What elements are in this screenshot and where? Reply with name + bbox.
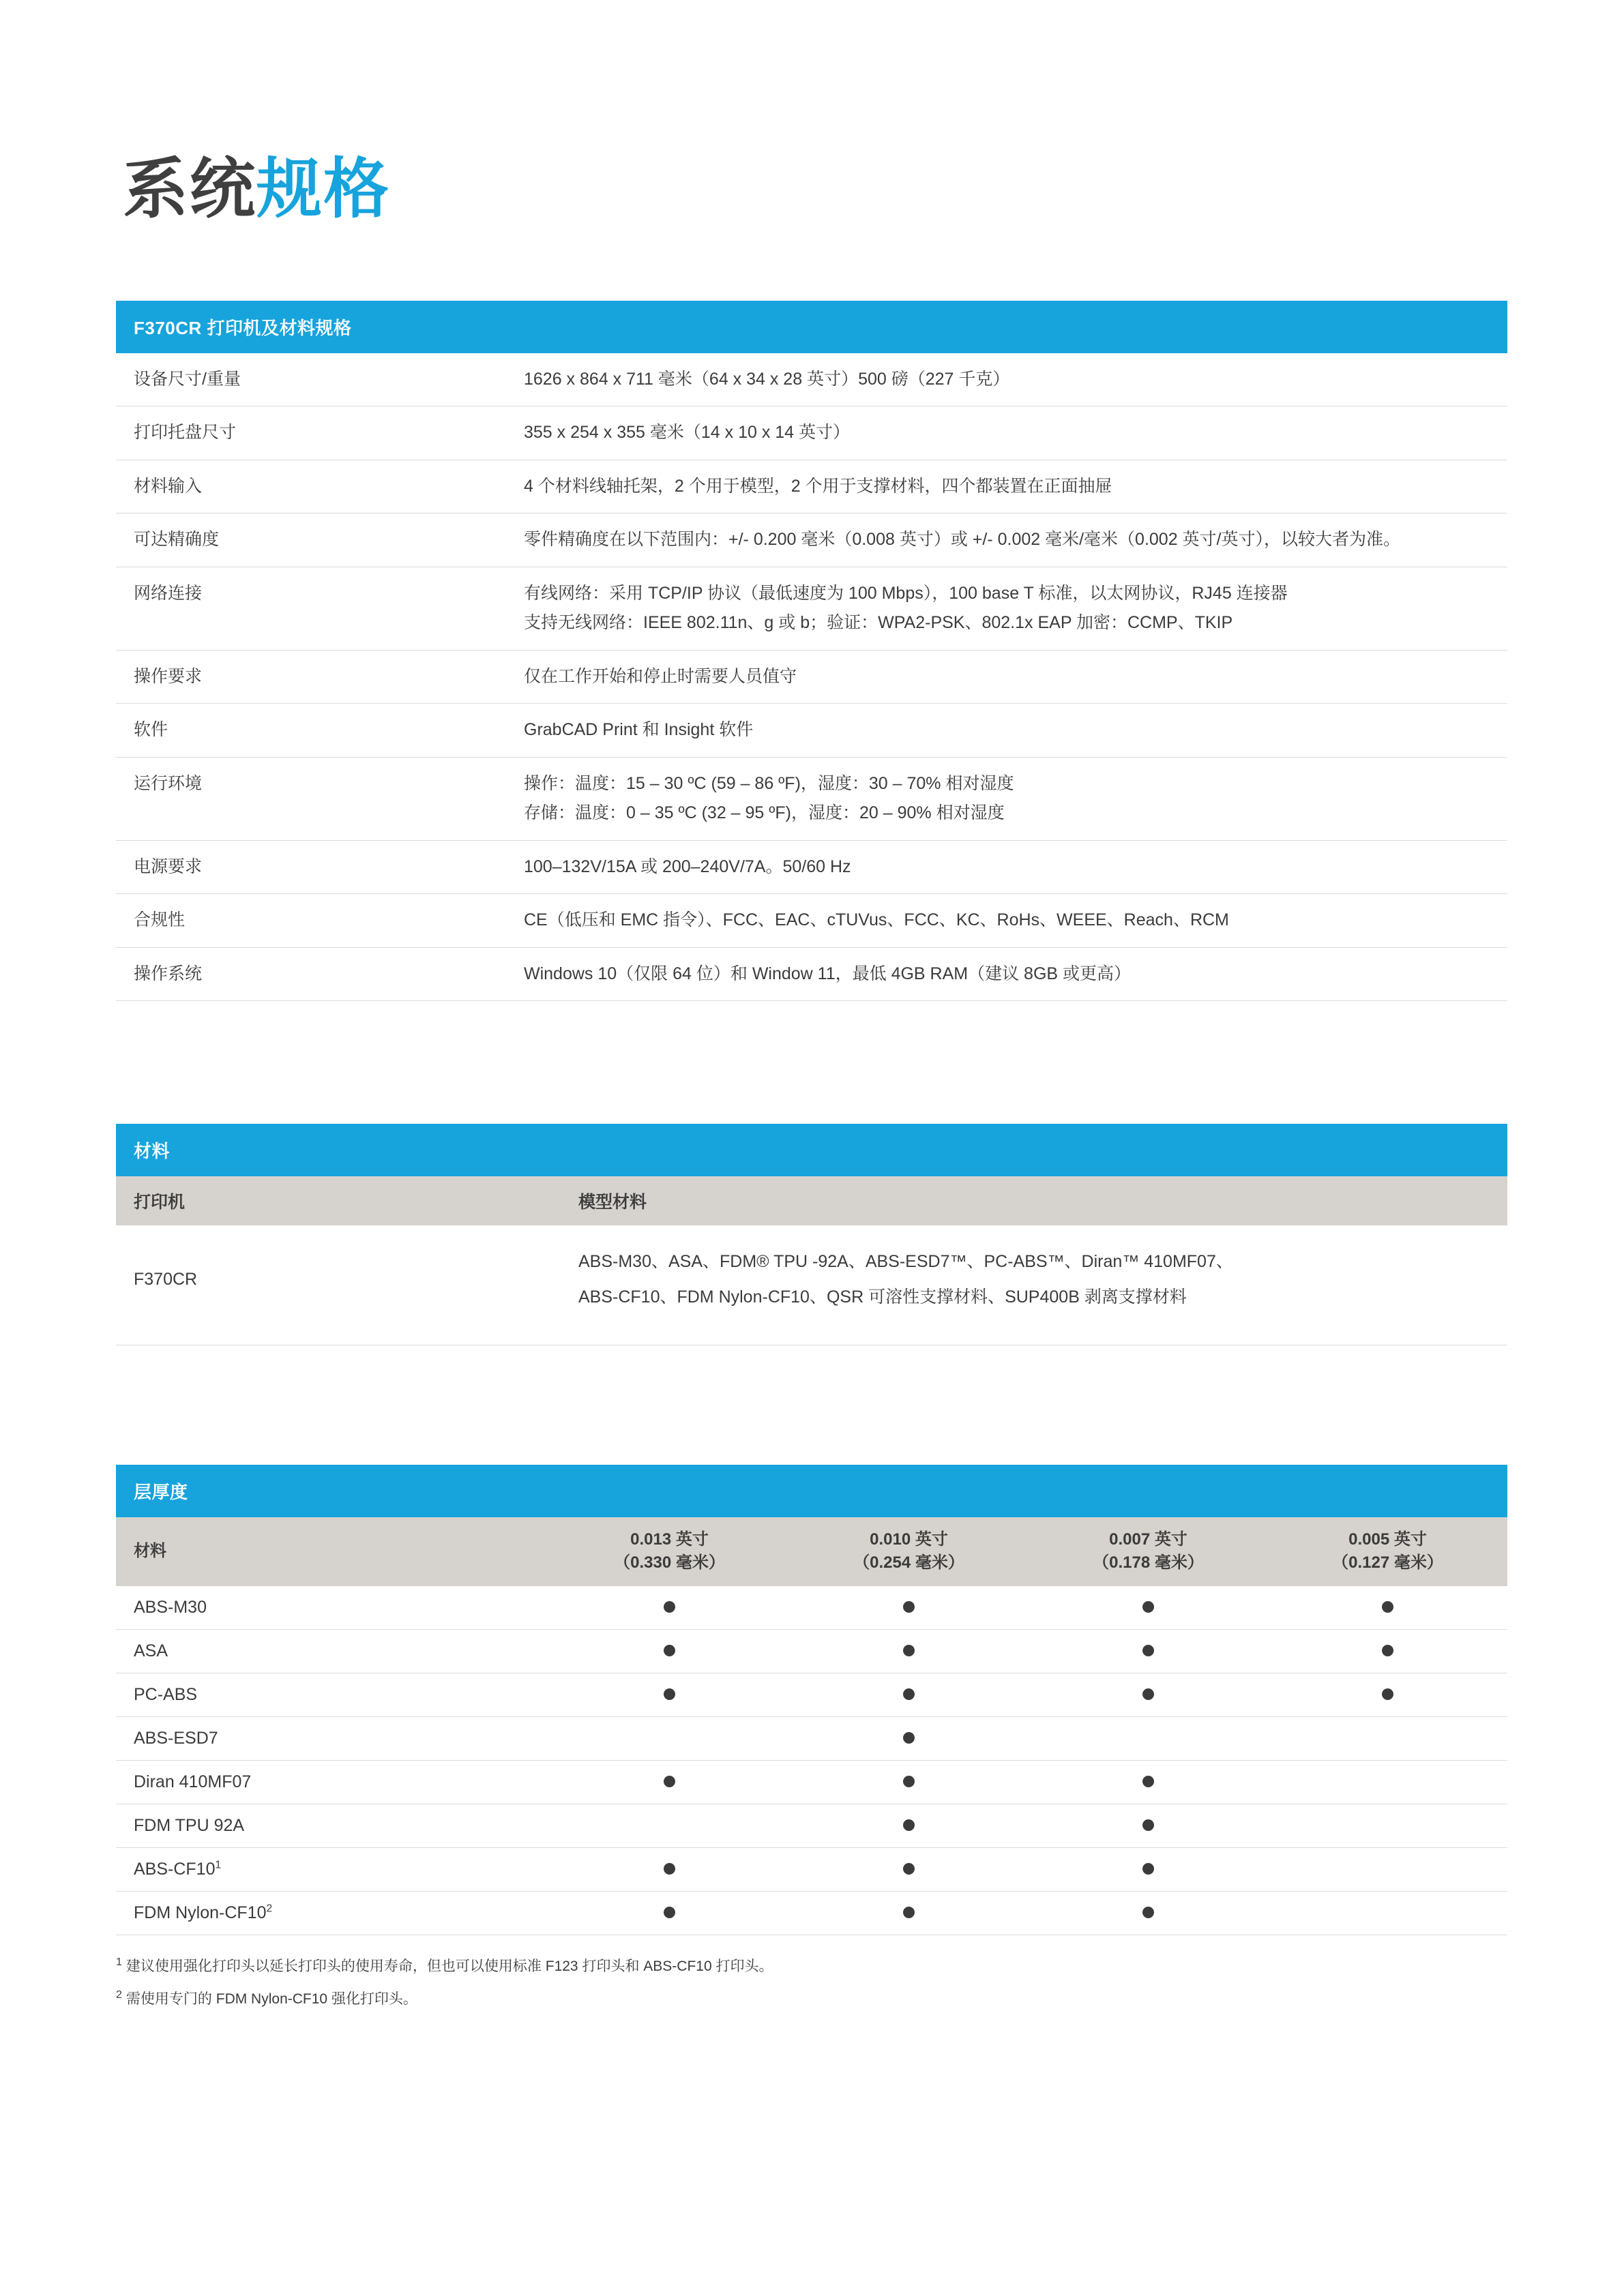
layer-col-inch: 0.007 英寸 [1109, 1530, 1187, 1549]
layer-availability-cell [550, 1892, 789, 1935]
table-row [116, 704, 1507, 758]
layer-availability-cell [789, 1630, 1029, 1673]
bullet-dot-icon [903, 1776, 915, 1787]
spec-value-line: 存储：温度：0 – 35 ºC (32 – 95 ºF)，湿度：20 – 90% 相对湿度 [524, 803, 1005, 823]
layer-availability-cell [1268, 1586, 1507, 1630]
bullet-dot-icon [1142, 1907, 1154, 1918]
layer-material-label: FDM TPU 92A [134, 1816, 245, 1836]
page-title-primary: 系统 [123, 153, 256, 226]
table-row [116, 947, 1507, 1001]
table-row [116, 1848, 1507, 1892]
layer-availability-cell [1268, 1892, 1507, 1935]
materials-col-model-material: 模型材料 [561, 1176, 1507, 1225]
spec-label: 打印托盘尺寸 [116, 406, 506, 460]
layer-material-label: Diran 410MF07 [134, 1772, 252, 1792]
layer-availability-cell [789, 1586, 1029, 1630]
table-row [116, 757, 1507, 840]
layer-col-mm: （0.178 毫米） [1093, 1553, 1204, 1572]
spec-value [506, 894, 1507, 948]
layer-material-footnote-marker: 2 [266, 1903, 273, 1915]
bullet-dot-icon [903, 1863, 915, 1875]
layer-material-name [116, 1848, 550, 1892]
layer-thickness-table [116, 1517, 1507, 1936]
layer-thickness-header: 层厚度 [116, 1465, 1507, 1517]
spec-label: 材料输入 [116, 460, 506, 513]
layer-availability-cell [1268, 1804, 1507, 1848]
layer-col-header [789, 1517, 1029, 1587]
materials-subheader-row [116, 1176, 1507, 1225]
table-row [116, 460, 1507, 513]
page-title [123, 0, 1508, 226]
bullet-dot-icon [664, 1907, 675, 1918]
layer-material-label: ABS-CF10 [134, 1860, 216, 1879]
materials-model-material-list [561, 1225, 1507, 1345]
footnote-text: 建议使用强化打印头以延长打印头的使用寿命，但也可以使用标准 F123 打印头和 ABS-CF10 打印头。 [126, 1958, 773, 1975]
layer-availability-cell [1268, 1717, 1507, 1761]
spec-value-line: 支持无线网络：IEEE 802.11n、g 或 b；验证：WPA2-PSK、802.1x EAP 加密：CCMP、TKIP [524, 613, 1233, 633]
spec-value-line: 操作：温度：15 – 30 ºC (59 – 86 ºF)，湿度：30 – 70% 相对湿度 [524, 773, 1014, 793]
layer-availability-cell [1268, 1761, 1507, 1804]
bullet-dot-icon [1142, 1645, 1154, 1656]
layer-thickness-block [116, 1465, 1507, 1936]
layer-material-label: FDM Nylon-CF10 [134, 1903, 267, 1923]
layer-material-label: ABS-M30 [134, 1598, 207, 1617]
materials-table [116, 1176, 1507, 1345]
spec-label: 网络连接 [116, 567, 506, 650]
layer-availability-cell [789, 1892, 1029, 1935]
printer-spec-header: F370CR 打印机及材料规格 [116, 301, 1507, 353]
bullet-dot-icon [1142, 1776, 1154, 1787]
bullet-dot-icon [1382, 1601, 1393, 1613]
layer-col-inch: 0.010 英寸 [870, 1530, 948, 1549]
spec-value [506, 947, 1507, 1001]
layer-availability-cell [789, 1673, 1029, 1717]
bullet-dot-icon [664, 1863, 675, 1875]
layer-col-mm: （0.330 毫米） [614, 1553, 725, 1572]
table-row [116, 1761, 1507, 1804]
bullet-dot-icon [1142, 1819, 1154, 1831]
bullet-dot-icon [1142, 1601, 1154, 1613]
spec-label: 运行环境 [116, 757, 506, 840]
layer-material-name [116, 1586, 550, 1630]
bullet-dot-icon [903, 1907, 915, 1918]
materials-printer-name: F370CR [116, 1225, 561, 1345]
printer-spec-table [116, 353, 1507, 1002]
layer-col-header [1029, 1517, 1268, 1587]
bullet-dot-icon [1142, 1688, 1154, 1700]
bullet-dot-icon [664, 1688, 675, 1700]
layer-material-name [116, 1892, 550, 1935]
layer-availability-cell [550, 1630, 789, 1673]
layer-material-name [116, 1630, 550, 1673]
spec-label: 合规性 [116, 894, 506, 948]
layer-availability-cell [550, 1848, 789, 1892]
layer-col-inch: 0.005 英寸 [1348, 1530, 1427, 1549]
materials-col-printer: 打印机 [116, 1176, 561, 1225]
layer-material-label: ABS-ESD7 [134, 1729, 218, 1748]
spec-value-line: 4 个材料线轴托架，2 个用于模型，2 个用于支撑材料，四个都装置在正面抽屉 [524, 476, 1112, 496]
material-line: ABS-M30、ASA、FDM® TPU -92A、ABS-ESD7™、PC-ABS™、Diran™ 410MF07、 [578, 1252, 1233, 1272]
layer-availability-cell [1029, 1586, 1268, 1630]
table-row [116, 894, 1507, 948]
layer-availability-cell [789, 1761, 1029, 1804]
layer-availability-cell [1029, 1630, 1268, 1673]
layer-availability-cell [550, 1804, 789, 1848]
layer-col-header [1268, 1517, 1507, 1587]
spec-value-line: 100–132V/15A 或 200–240V/7A。50/60 Hz [524, 856, 851, 876]
table-row [116, 406, 1507, 460]
spec-label: 操作要求 [116, 650, 506, 704]
spec-value [506, 353, 1507, 406]
table-row [116, 567, 1507, 650]
printer-spec-block [116, 301, 1507, 1002]
bullet-dot-icon [664, 1601, 675, 1613]
spec-value [506, 513, 1507, 567]
layer-availability-cell [1029, 1761, 1268, 1804]
spec-value [506, 840, 1507, 894]
spec-value [506, 406, 1507, 460]
layer-availability-cell [1268, 1630, 1507, 1673]
material-line: ABS-CF10、FDM Nylon-CF10、QSR 可溶性支撑材料、SUP400B 剥离支撑材料 [578, 1287, 1187, 1307]
layer-availability-cell [1029, 1673, 1268, 1717]
spec-value [506, 460, 1507, 513]
footnote-item [116, 1986, 1507, 2012]
layer-material-name [116, 1761, 550, 1804]
table-row [116, 1804, 1507, 1848]
bullet-dot-icon [1382, 1645, 1393, 1656]
layer-availability-cell [1029, 1717, 1268, 1761]
table-row [116, 840, 1507, 894]
spec-value-line: 有线网络：采用 TCP/IP 协议（最低速度为 100 Mbps），100 base T 标准，以太网协议，RJ45 连接器 [524, 583, 1288, 603]
layer-col-material: 材料 [116, 1517, 550, 1587]
bullet-dot-icon [664, 1645, 675, 1656]
footnotes [116, 1953, 1507, 2011]
spec-value-line: 355 x 254 x 355 毫米（14 x 10 x 14 英寸） [524, 423, 851, 443]
table-row [116, 513, 1507, 567]
spec-label: 软件 [116, 704, 506, 758]
table-row [116, 1225, 1507, 1345]
table-row [116, 1892, 1507, 1935]
spec-label: 可达精确度 [116, 513, 506, 567]
spec-label: 设备尺寸/重量 [116, 353, 506, 406]
layer-col-header [550, 1517, 789, 1587]
layer-availability-cell [789, 1717, 1029, 1761]
layer-availability-cell [1029, 1848, 1268, 1892]
layer-col-inch: 0.013 英寸 [630, 1530, 709, 1549]
footnote-text: 需使用专门的 FDM Nylon-CF10 强化打印头。 [126, 1991, 417, 2007]
footnote-marker: 1 [116, 1956, 122, 1969]
spec-value-line: 仅在工作开始和停止时需要人员值守 [524, 666, 797, 686]
materials-header: 材料 [116, 1124, 1507, 1176]
page-title-accent: 规格 [256, 153, 390, 226]
layer-availability-cell [550, 1586, 789, 1630]
spec-value-line: Windows 10（仅限 64 位）和 Window 11，最低 4GB RAM（建议 8GB 或更高） [524, 964, 1132, 983]
bullet-dot-icon [903, 1645, 915, 1656]
layer-header-row [116, 1517, 1507, 1587]
spec-value-line: CE（低压和 EMC 指令）、FCC、EAC、cTUVus、FCC、KC、RoHs、WEEE、Reach、RCM [524, 910, 1229, 930]
bullet-dot-icon [903, 1819, 915, 1831]
layer-availability-cell [550, 1761, 789, 1804]
layer-availability-cell [789, 1848, 1029, 1892]
layer-availability-cell [1268, 1848, 1507, 1892]
layer-material-name [116, 1804, 550, 1848]
table-row [116, 1586, 1507, 1630]
layer-availability-cell [1029, 1892, 1268, 1935]
spec-value [506, 704, 1507, 758]
spec-label: 操作系统 [116, 947, 506, 1001]
layer-col-mm: （0.254 毫米） [853, 1553, 964, 1572]
spec-value [506, 757, 1507, 840]
layer-material-label: ASA [134, 1641, 168, 1661]
table-row [116, 650, 1507, 704]
table-row [116, 1717, 1507, 1761]
spec-value-line: GrabCAD Print 和 Insight 软件 [524, 720, 754, 740]
layer-availability-cell [789, 1804, 1029, 1848]
footnote-marker: 2 [116, 1988, 122, 2001]
spec-label: 电源要求 [116, 840, 506, 894]
layer-material-footnote-marker: 1 [215, 1859, 222, 1871]
layer-availability-cell [1029, 1804, 1268, 1848]
layer-col-mm: （0.127 毫米） [1332, 1553, 1443, 1572]
layer-availability-cell [550, 1717, 789, 1761]
spec-value-line: 1626 x 864 x 711 毫米（64 x 34 x 28 英寸）500 磅（227 千克） [524, 369, 1010, 389]
layer-material-name [116, 1717, 550, 1761]
layer-availability-cell [1268, 1673, 1507, 1717]
layer-material-name [116, 1673, 550, 1717]
spec-value [506, 650, 1507, 704]
bullet-dot-icon [903, 1732, 915, 1744]
layer-availability-cell [550, 1673, 789, 1717]
table-row [116, 353, 1507, 406]
bullet-dot-icon [664, 1776, 675, 1787]
bullet-dot-icon [1142, 1863, 1154, 1875]
spec-value [506, 567, 1507, 650]
bullet-dot-icon [1382, 1688, 1393, 1700]
bullet-dot-icon [903, 1601, 915, 1613]
bullet-dot-icon [903, 1688, 915, 1700]
materials-block [116, 1124, 1507, 1345]
layer-material-label: PC-ABS [134, 1685, 198, 1705]
footnote-item [116, 1953, 1507, 1979]
table-row [116, 1630, 1507, 1673]
table-row [116, 1673, 1507, 1717]
spec-value-line: 零件精确度在以下范围内：+/- 0.200 毫米（0.008 英寸）或 +/- 0.002 毫米/毫米（0.002 英寸/英寸），以较大者为准。 [524, 530, 1401, 550]
